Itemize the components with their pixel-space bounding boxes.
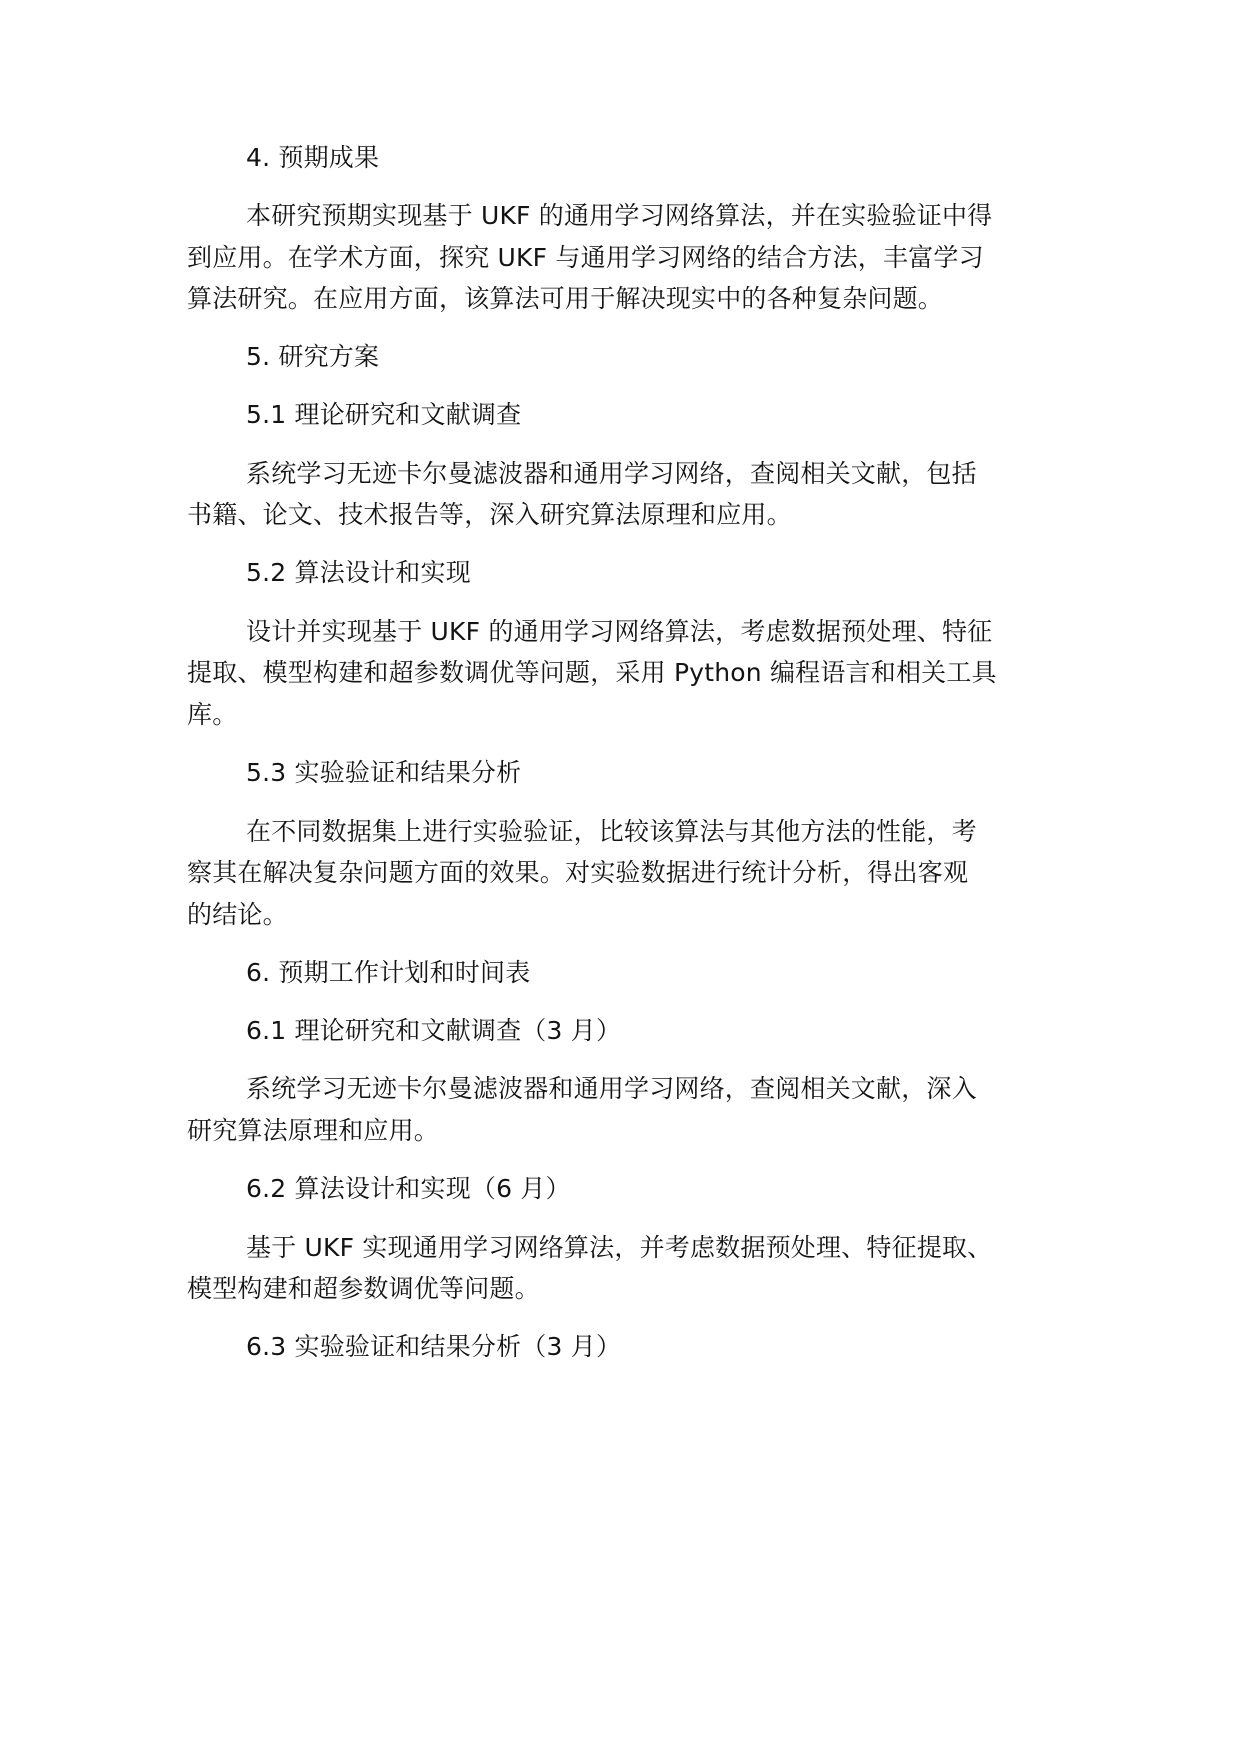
- paragraph-line: 到应用。在学术方面，探究 UKF 与通用学习网络的结合方法，丰富学习: [187, 243, 984, 272]
- paragraph-line: 在不同数据集上进行实验验证，比较该算法与其他方法的性能，考: [246, 817, 977, 846]
- paragraph-line: 系统学习无迹卡尔曼滤波器和通用学习网络，查阅相关文献，包括: [246, 459, 977, 488]
- section-heading: 4. 预期成果: [246, 143, 380, 172]
- paragraph-line: 书籍、论文、技术报告等，深入研究算法原理和应用。: [187, 500, 792, 529]
- paragraph-line: 的结论。: [187, 900, 288, 929]
- paragraph-line: 提取、模型构建和超参数调优等问题，采用 Python 编程语言和相关工具: [187, 658, 997, 687]
- section-heading: 6. 预期工作计划和时间表: [246, 958, 531, 987]
- subsection-heading: 5.2 算法设计和实现: [246, 558, 471, 587]
- paragraph-line: 系统学习无迹卡尔曼滤波器和通用学习网络，查阅相关文献，深入: [246, 1074, 977, 1103]
- paragraph-line: 基于 UKF 实现通用学习网络算法，并考虑数据预处理、特征提取、: [246, 1233, 993, 1262]
- paragraph-line: 研究算法原理和应用。: [187, 1116, 440, 1145]
- paragraph-line: 算法研究。在应用方面，该算法可用于解决现实中的各种复杂问题。: [187, 284, 944, 313]
- section-heading: 5. 研究方案: [246, 342, 380, 371]
- paragraph-line: 模型构建和超参数调优等问题。: [187, 1274, 540, 1303]
- paragraph-line: 本研究预期实现基于 UKF 的通用学习网络算法，并在实验验证中得: [246, 201, 993, 230]
- paragraph-line: 察其在解决复杂问题方面的效果。对实验数据进行统计分析，得出客观: [187, 858, 969, 887]
- paragraph-line: 库。: [187, 700, 238, 729]
- paragraph-line: 设计并实现基于 UKF 的通用学习网络算法，考虑数据预处理、特征: [246, 617, 993, 646]
- subsection-heading: 6.1 理论研究和文献调查（3 月）: [246, 1016, 622, 1045]
- subsection-heading: 5.3 实验验证和结果分析: [246, 758, 522, 787]
- subsection-heading: 6.3 实验验证和结果分析（3 月）: [246, 1332, 622, 1361]
- subsection-heading: 5.1 理论研究和文献调查: [246, 400, 522, 429]
- subsection-heading: 6.2 算法设计和实现（6 月）: [246, 1174, 571, 1203]
